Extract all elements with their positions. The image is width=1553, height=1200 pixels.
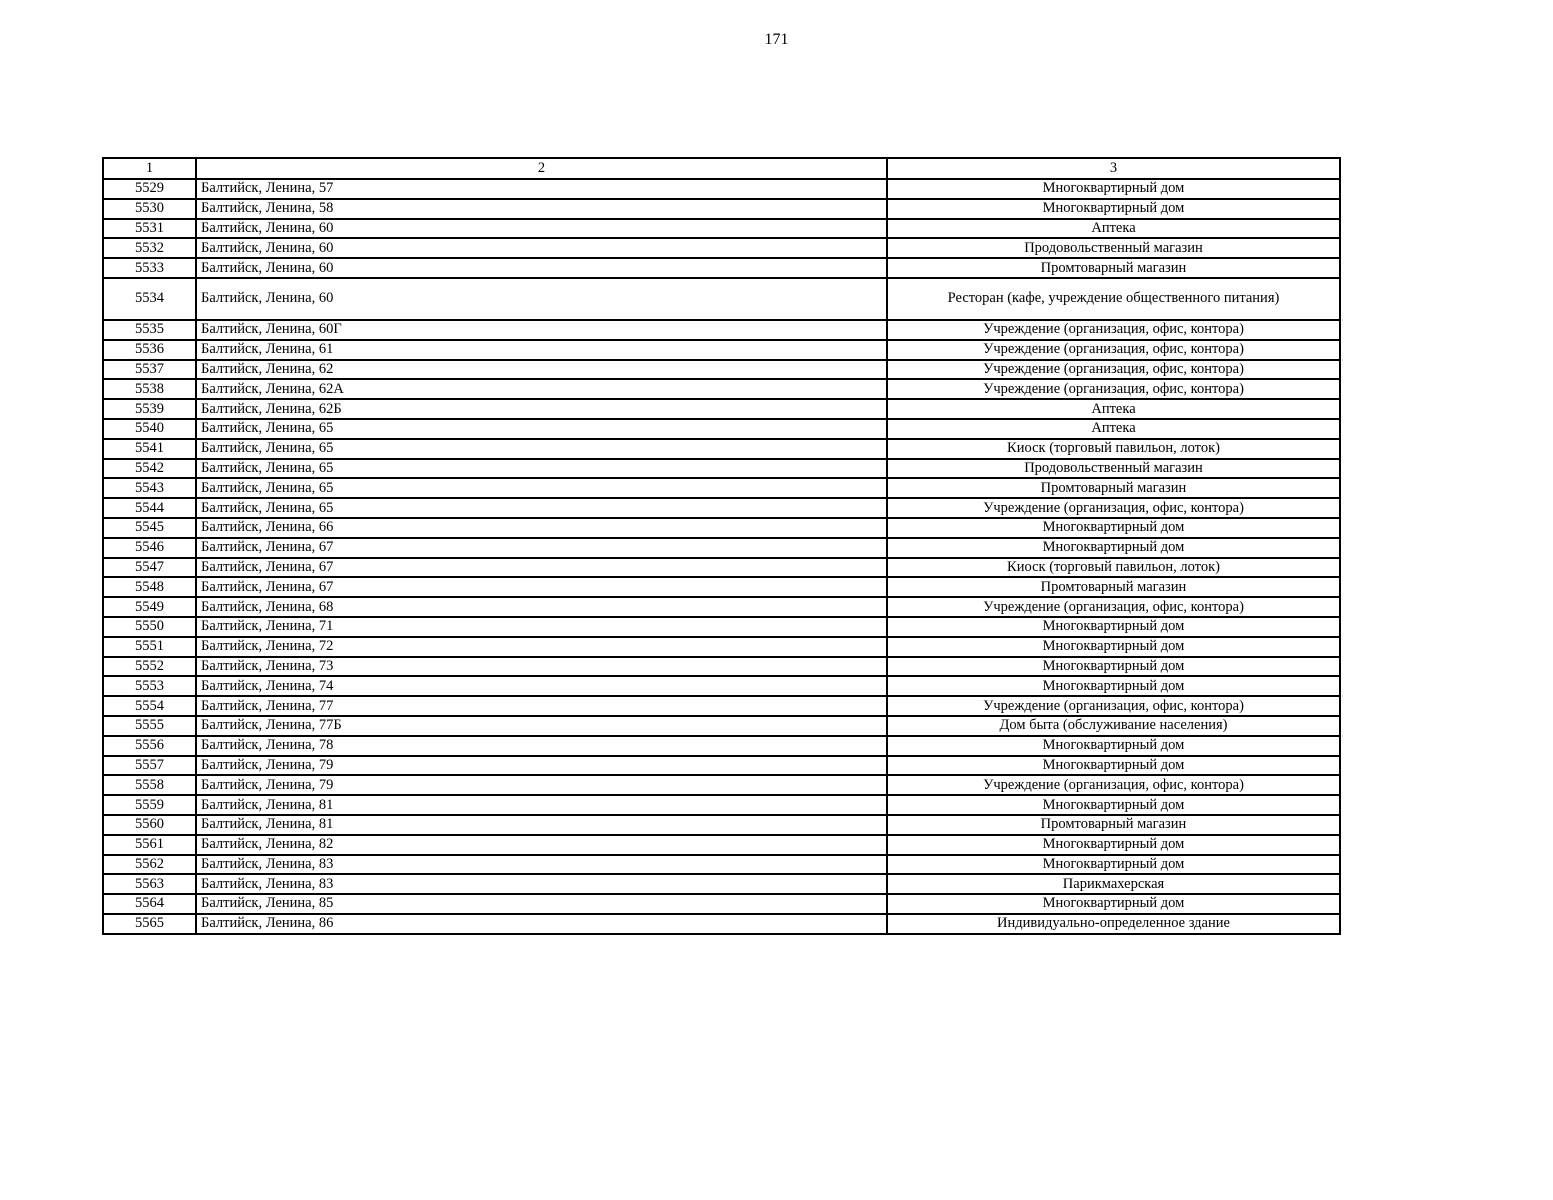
object-type-cell: Учреждение (организация, офис, контора) [887,597,1340,617]
address-cell: Балтийск, Ленина, 67 [196,577,887,597]
object-type-cell: Многоквартирный дом [887,795,1340,815]
table-row [103,538,1340,558]
address-cell: Балтийск, Ленина, 67 [196,538,887,558]
address-cell: Балтийск, Ленина, 77 [196,696,887,716]
object-type-cell: Многоквартирный дом [887,657,1340,677]
address-cell: Балтийск, Ленина, 82 [196,835,887,855]
object-type-cell: Многоквартирный дом [887,518,1340,538]
table-row [103,577,1340,597]
page-number: 171 [764,31,789,48]
row-number-cell: 5555 [103,716,196,736]
row-number-cell: 5535 [103,320,196,340]
table-row [103,855,1340,875]
table-row [103,320,1340,340]
object-type-cell: Промтоварный магазин [887,815,1340,835]
row-number-cell: 5533 [103,258,196,278]
row-number-cell: 5562 [103,855,196,875]
object-type-cell: Многоквартирный дом [887,894,1340,914]
address-cell: Балтийск, Ленина, 62А [196,379,887,399]
address-cell: Балтийск, Ленина, 81 [196,815,887,835]
object-type-cell: Продовольственный магазин [887,459,1340,479]
row-number-cell: 5553 [103,676,196,696]
object-type-cell: Аптека [887,399,1340,419]
object-type-cell: Индивидуально-определенное здание [887,914,1340,934]
address-cell: Балтийск, Ленина, 71 [196,617,887,637]
row-number-cell: 5547 [103,558,196,578]
address-cell: Балтийск, Ленина, 65 [196,419,887,439]
row-number-cell: 5536 [103,340,196,360]
table-row [103,258,1340,278]
table-row [103,360,1340,380]
row-number-cell: 5532 [103,238,196,258]
table-row [103,558,1340,578]
address-cell: Балтийск, Ленина, 77Б [196,716,887,736]
column-header-type: 3 [887,158,1340,179]
table-row [103,419,1340,439]
address-cell: Балтийск, Ленина, 65 [196,459,887,479]
table-row [103,597,1340,617]
row-number-cell: 5548 [103,577,196,597]
address-cell: Балтийск, Ленина, 62 [196,360,887,380]
row-number-cell: 5556 [103,736,196,756]
object-type-cell: Учреждение (организация, офис, контора) [887,320,1340,340]
address-cell: Балтийск, Ленина, 60 [196,278,887,320]
address-cell: Балтийск, Ленина, 79 [196,756,887,776]
object-type-cell: Учреждение (организация, офис, контора) [887,775,1340,795]
object-type-cell: Многоквартирный дом [887,676,1340,696]
table-row [103,498,1340,518]
object-type-cell: Многоквартирный дом [887,179,1340,199]
row-number-cell: 5537 [103,360,196,380]
address-cell: Балтийск, Ленина, 86 [196,914,887,934]
row-number-cell: 5551 [103,637,196,657]
table-header-row [103,158,1340,179]
address-cell: Балтийск, Ленина, 60 [196,219,887,239]
address-cell: Балтийск, Ленина, 67 [196,558,887,578]
row-number-cell: 5543 [103,478,196,498]
column-header-number: 1 [103,158,196,179]
row-number-cell: 5552 [103,657,196,677]
object-type-cell: Учреждение (организация, офис, контора) [887,379,1340,399]
registry-table [102,157,1341,935]
object-type-cell: Многоквартирный дом [887,617,1340,637]
table-row [103,518,1340,538]
address-cell: Балтийск, Ленина, 81 [196,795,887,815]
address-cell: Балтийск, Ленина, 60 [196,258,887,278]
address-cell: Балтийск, Ленина, 85 [196,894,887,914]
object-type-cell: Парикмахерская [887,874,1340,894]
row-number-cell: 5540 [103,419,196,439]
object-type-cell: Учреждение (организация, офис, контора) [887,498,1340,518]
table-row [103,795,1340,815]
row-number-cell: 5541 [103,439,196,459]
object-type-cell: Киоск (торговый павильон, лоток) [887,558,1340,578]
table-row [103,278,1340,320]
address-cell: Балтийск, Ленина, 65 [196,478,887,498]
object-type-cell: Дом быта (обслуживание населения) [887,716,1340,736]
address-cell: Балтийск, Ленина, 83 [196,874,887,894]
row-number-cell: 5559 [103,795,196,815]
table-row [103,379,1340,399]
row-number-cell: 5550 [103,617,196,637]
table-row [103,736,1340,756]
object-type-cell: Ресторан (кафе, учреждение общественного питания) [887,278,1340,320]
table-row [103,637,1340,657]
table-row [103,199,1340,219]
object-type-cell: Промтоварный магазин [887,577,1340,597]
row-number-cell: 5534 [103,278,196,320]
address-cell: Балтийск, Ленина, 73 [196,657,887,677]
row-number-cell: 5558 [103,775,196,795]
row-number-cell: 5560 [103,815,196,835]
address-cell: Балтийск, Ленина, 65 [196,498,887,518]
row-number-cell: 5561 [103,835,196,855]
table-row [103,657,1340,677]
table-row [103,914,1340,934]
object-type-cell: Аптека [887,419,1340,439]
row-number-cell: 5565 [103,914,196,934]
table-row [103,340,1340,360]
address-cell: Балтийск, Ленина, 60 [196,238,887,258]
object-type-cell: Учреждение (организация, офис, контора) [887,360,1340,380]
address-cell: Балтийск, Ленина, 79 [196,775,887,795]
table-row [103,238,1340,258]
object-type-cell: Многоквартирный дом [887,538,1340,558]
table-row [103,399,1340,419]
table-row [103,676,1340,696]
row-number-cell: 5538 [103,379,196,399]
table-row [103,874,1340,894]
row-number-cell: 5554 [103,696,196,716]
row-number-cell: 5531 [103,219,196,239]
address-cell: Балтийск, Ленина, 58 [196,199,887,219]
table-row [103,459,1340,479]
address-cell: Балтийск, Ленина, 57 [196,179,887,199]
address-cell: Балтийск, Ленина, 66 [196,518,887,538]
row-number-cell: 5545 [103,518,196,538]
table-row [103,696,1340,716]
row-number-cell: 5544 [103,498,196,518]
address-cell: Балтийск, Ленина, 78 [196,736,887,756]
table-row [103,835,1340,855]
row-number-cell: 5539 [103,399,196,419]
row-number-cell: 5542 [103,459,196,479]
object-type-cell: Учреждение (организация, офис, контора) [887,696,1340,716]
table-row [103,775,1340,795]
row-number-cell: 5564 [103,894,196,914]
row-number-cell: 5546 [103,538,196,558]
object-type-cell: Многоквартирный дом [887,637,1340,657]
object-type-cell: Промтоварный магазин [887,258,1340,278]
address-cell: Балтийск, Ленина, 60Г [196,320,887,340]
object-type-cell: Многоквартирный дом [887,756,1340,776]
address-cell: Балтийск, Ленина, 68 [196,597,887,617]
object-type-cell: Аптека [887,219,1340,239]
object-type-cell: Учреждение (организация, офис, контора) [887,340,1340,360]
object-type-cell: Киоск (торговый павильон, лоток) [887,439,1340,459]
row-number-cell: 5563 [103,874,196,894]
address-cell: Балтийск, Ленина, 83 [196,855,887,875]
table-row [103,815,1340,835]
table-row [103,439,1340,459]
object-type-cell: Многоквартирный дом [887,835,1340,855]
table-row [103,219,1340,239]
table-body [103,179,1340,934]
table-row [103,716,1340,736]
object-type-cell: Многоквартирный дом [887,855,1340,875]
object-type-cell: Многоквартирный дом [887,199,1340,219]
row-number-cell: 5530 [103,199,196,219]
address-cell: Балтийск, Ленина, 74 [196,676,887,696]
row-number-cell: 5557 [103,756,196,776]
table-row [103,617,1340,637]
column-header-address: 2 [196,158,887,179]
address-cell: Балтийск, Ленина, 65 [196,439,887,459]
object-type-cell: Многоквартирный дом [887,736,1340,756]
table-row [103,478,1340,498]
row-number-cell: 5549 [103,597,196,617]
address-cell: Балтийск, Ленина, 61 [196,340,887,360]
table-row [103,894,1340,914]
address-cell: Балтийск, Ленина, 62Б [196,399,887,419]
object-type-cell: Продовольственный магазин [887,238,1340,258]
object-type-cell: Промтоварный магазин [887,478,1340,498]
table-row [103,179,1340,199]
row-number-cell: 5529 [103,179,196,199]
table-row [103,756,1340,776]
address-cell: Балтийск, Ленина, 72 [196,637,887,657]
